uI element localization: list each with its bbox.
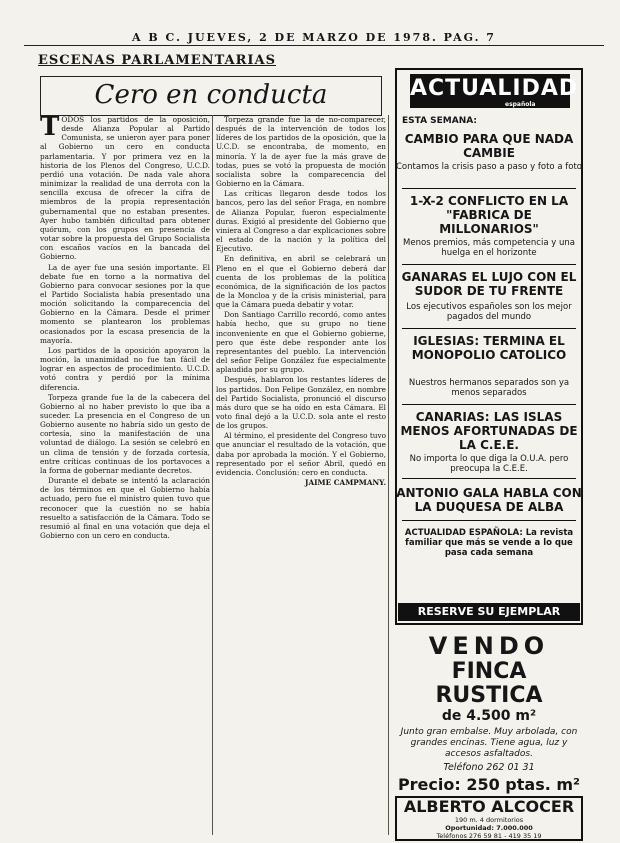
vendo-subtitle: FINCA RUSTICA <box>435 659 543 708</box>
article-paragraph: Al término, el presidente del Congreso tuvo que anunciar el resultado de la votación, que daba por aprobada la moción. Y el Gobierno, representado por el señor Abril, quedó en evidencia. Conclusión: cero en conducta. <box>216 431 386 477</box>
article-paragraph: Torpeza grande fue la de no-comparecer, después de la intervención de todos los líderes de los partidos de la oposición, que la U.C.D. se encontraba, de momento, en minoría. Y la de ayer fue la más grave de todas, pues se votó la propuesta de moción socialista sobre la comparecencia del Gobierno en la Cámara. <box>216 115 386 189</box>
author-signature: JAIME CAMPMANY. <box>305 478 386 488</box>
alberto-line: Oportunidad: 7.000.000 <box>445 824 533 832</box>
reserve-banner: RESERVE SU EJEMPLAR <box>398 603 580 621</box>
ad-item-text: Nuestros hermanos separados son ya menos separados <box>408 378 570 398</box>
article-paragraph: Las críticas llegaron desde todos los bancos, pero las del señor Fraga, en nombre de Alianza Popular, fueron especialmente duras. Exigió al presidente del Gobierno que viniera al Congreso a dar explicaciones sobre el estado de la nación y la política del Ejecutivo. <box>216 189 386 254</box>
article-paragraph: La de ayer fue una sesión importante. El debate fue en torno a la normativa del Gobierno para convocar sesiones por la que el Partido Socialista había presentado una moción solicitando la comparecencia del Gobierno en la Cámara. Desde el primer momento se plantearon los problemas ocasionados por la escasa presencia de la mayoría. <box>40 262 210 345</box>
article-paragraph: Durante el debate se intentó la aclaración de los términos en que el Gobierno había actuado, pero fue el ministro quien tuvo que reconocer que la cuestión no se había resuelto a satisfacción de la Cámara. Todo se resumió al final en una votación que deja el Gobierno con un cero en conducta. <box>40 476 210 541</box>
article-column-1 <box>40 115 210 835</box>
article-paragraph: En definitiva, en abril se celebrará un Pleno en el que el Gobierno deberá dar cuenta de los problemas de la política económica, de la significación de los pactos de la Moncloa y de la crisis ministerial, para que la Cámara pueda debatir y votar. <box>216 254 386 310</box>
alberto-line: Teléfonos 276 59 81 - 419 35 19 <box>436 832 542 840</box>
vendo-ad <box>395 632 583 792</box>
vendo-title: VENDO <box>428 632 550 660</box>
article-paragraph: Don Santiago Carrillo recordó, como antes había hecho, que su grupo no tiene inconveniente en que el Gobierno gobierne, pero que éste debe responder ante los representantes del pueblo. La intervención del señor Felipe González fue especialmente aplaudida por su grupo. <box>216 310 386 375</box>
column-divider <box>212 115 213 835</box>
vendo-description: Junto gran embalse. Muy arbolada, con grandes encinas. Tiene agua, luz y accesos asfaltados. <box>400 727 578 759</box>
ad-item-title: IGLESIAS: TERMINA EL MONOPOLIO CATOLICO <box>411 334 567 362</box>
ad-item-text: No importa lo que diga la O.U.A. pero preocupa la C.E.E. <box>409 454 569 474</box>
article-paragraph: Torpeza grande fue la de la cabecera del Gobierno al no haber previsto lo que iba a suceder. La presencia en el Congreso de un Gobierno ausente no habría sido un gesto de cortesía, sino la manifestación de una voluntad de diálogo. La sesión se celebró en un clima de tensión y de forzada cortesía, entre críticas continuas de los portavoces a la forma de gobernar mediante decretos. <box>40 392 210 475</box>
headline: Cero en conducta <box>40 76 382 116</box>
ad-item-title: CAMBIO PARA QUE NADA CAMBIE <box>404 132 574 160</box>
header-rule <box>24 45 604 46</box>
ad-item-text: ACTUALIDAD ESPAÑOLA: La revista familiar que más se vende a lo que pasa cada semana <box>404 528 574 558</box>
actualidad-logo-sub: española <box>505 101 536 108</box>
alberto-name: ALBERTO ALCOCER <box>403 797 575 816</box>
article-paragraph: Después, hablaron los restantes líderes de los partidos. Don Felipe González, en nombre del Partido Socialista, pronunció el discurso más duro que se ha oído en esta Cámara. El voto final dejó a la U.C.D. sola ante el resto de los grupos. <box>216 375 386 431</box>
vendo-price: Precio: 250 ptas. m² <box>397 775 581 794</box>
ad-item-title: 1-X-2 CONFLICTO EN LA "FABRICA DE MILLONARIOS" <box>409 194 569 236</box>
ad-rule <box>402 520 576 521</box>
ad-rule <box>402 328 576 329</box>
actualidad-logo: ACTUALIDAD <box>410 74 570 108</box>
vendo-phone: Teléfono 262 01 31 <box>443 762 535 773</box>
vendo-size: de 4.500 m² <box>441 708 537 724</box>
dropcap: T <box>40 115 60 142</box>
column-divider <box>388 115 389 835</box>
alberto-ad <box>395 796 583 841</box>
article-paragraph: ODOS los partidos de la oposición, desde Alianza Popular al Partido Comunista, se unieron ayer para poner al Gobierno un cero en conducta parlamentaria. Y por primera vez en la historia de los Plenos del Congreso, U.C.D. perdió una votación. De nada vale ahora minimizar la realidad de una derrota con la sencilla excusa de ofrecer la cifra de miembros de la propia representación gubernamental que no estaban presentes. Ayer hubo también dificultad para obtener quórum, con los grupos en presencia de votar sobre la propuesta del Grupo Socialista con escaños vacíos en la bancada del Gobierno. <box>40 115 210 262</box>
article-paragraph: Los partidos de la oposición apoyaron la moción, la unanimidad no fue tan fácil de lograr en aspectos de procedimiento. U.C.D. votó contra y perdió por la mínima diferencia. <box>40 345 210 392</box>
ad-item-text: Los ejecutivos españoles son los mejor pagados del mundo <box>406 302 572 322</box>
section-label: ESCENAS PARLAMENTARIAS <box>38 53 276 68</box>
ad-item-text: Menos premios, más competencia y una huelga en el horizonte <box>403 238 575 258</box>
page-header: A B C. JUEVES, 2 DE MARZO DE 1978. PAG. 7 <box>132 31 496 44</box>
ad-item-title: ANTONIO GALA HABLA CON LA DUQUESA DE ALBA <box>396 486 582 514</box>
ad-rule <box>402 404 576 405</box>
article-column-2 <box>216 115 386 835</box>
alberto-line: 190 m. 4 dormitorios <box>454 816 524 824</box>
ad-rule <box>402 264 576 265</box>
ad-item-title: CANARIAS: LAS ISLAS MENOS AFORTUNADAS DE LA C.E.E. <box>400 410 578 452</box>
ad-rule <box>402 478 576 479</box>
ad-rule <box>402 188 576 189</box>
esta-semana-label: ESTA SEMANA: <box>402 116 477 126</box>
ad-item-title: GANARAS EL LUJO CON EL SUDOR DE TU FRENTE <box>401 270 577 298</box>
ad-item-text: Contamos la crisis paso a paso y foto a foto <box>396 162 582 172</box>
